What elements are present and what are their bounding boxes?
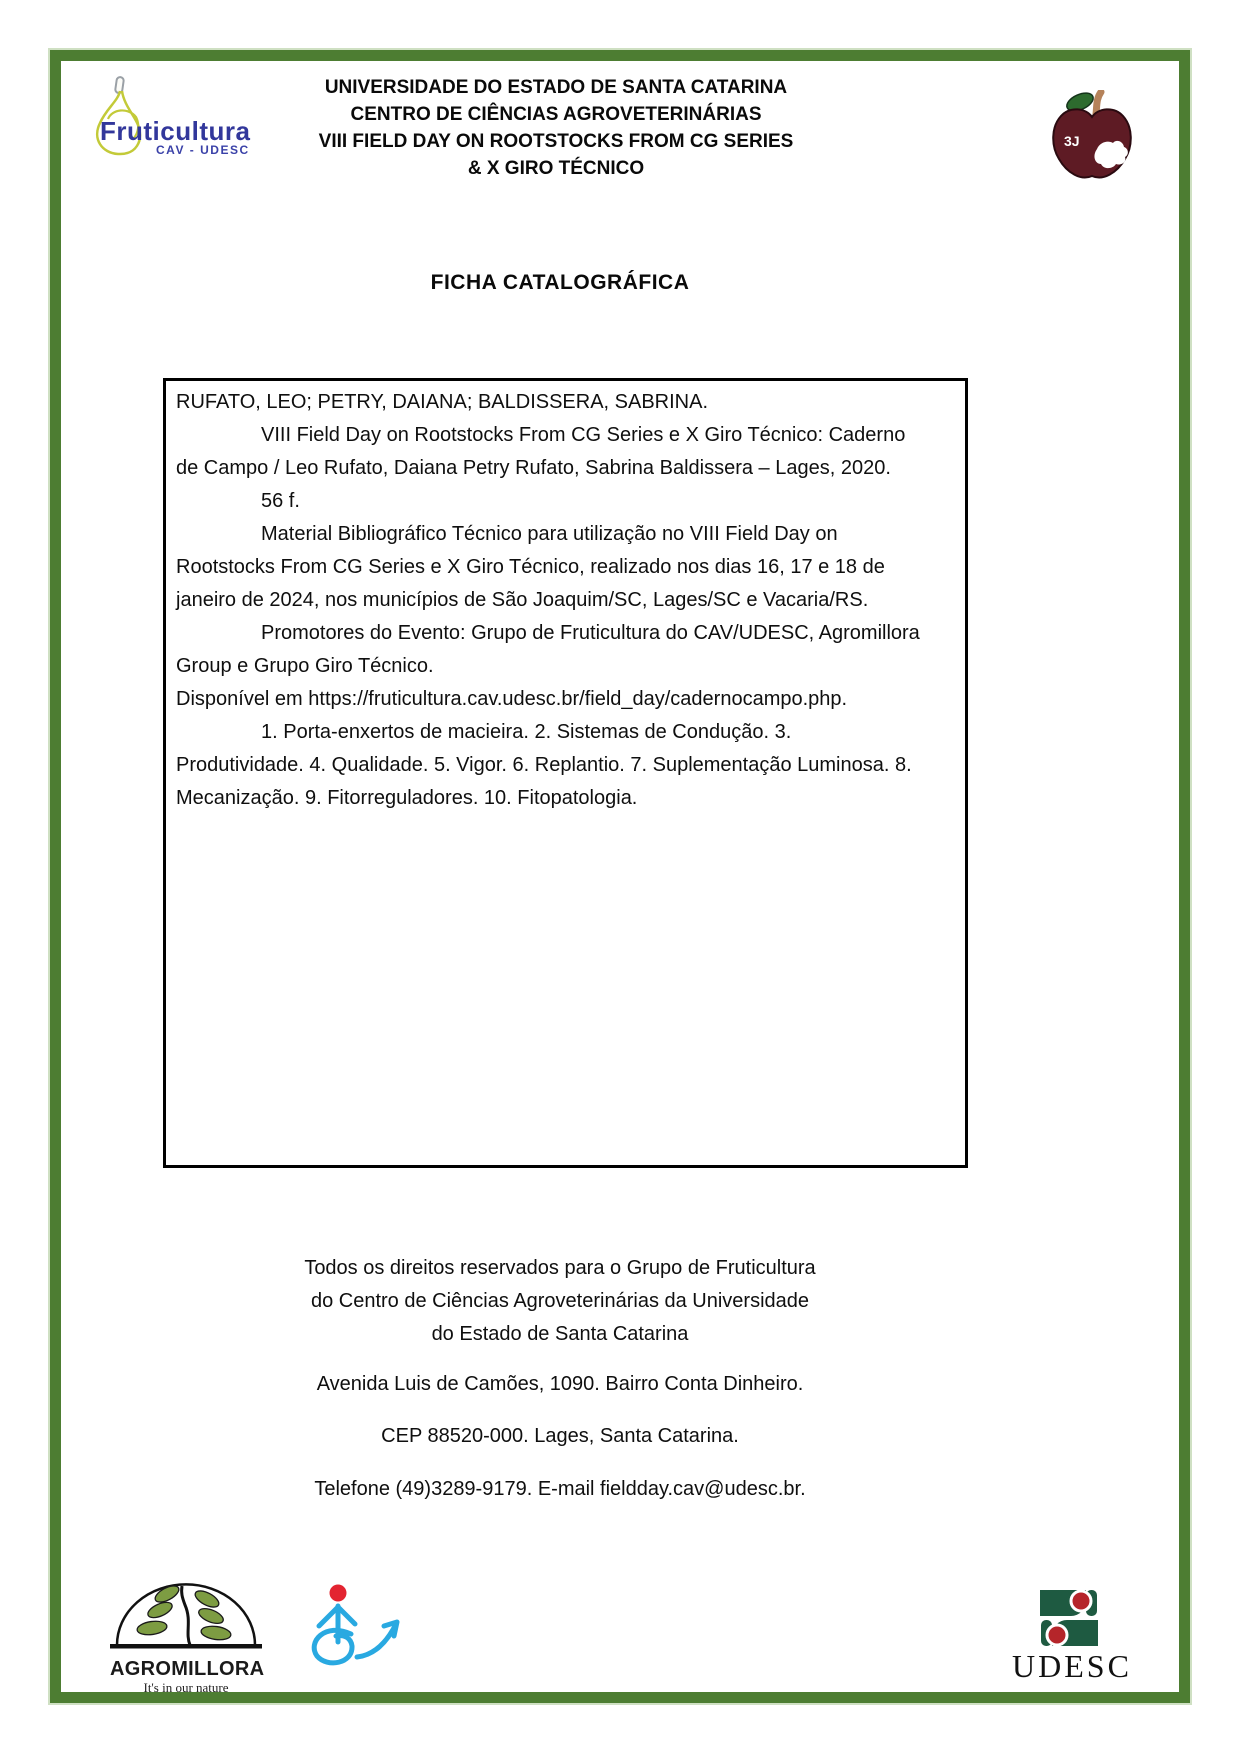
header-title-block xyxy=(240,74,872,182)
catalog-authors: RUFATO, LEO; PETRY, DAIANA; BALDISSERA, SABRINA. xyxy=(176,391,709,413)
catalog-note: Material Bibliográfico Técnico para utilização no VIII Field Day on Rootstocks From CG Series e X Giro Técnico, realizado nos dias 16, 17 e 18 de janeiro de 2024, nos municípios de São Joaquim/SC, Lages/SC e Vacaria/RS. xyxy=(176,523,885,611)
udesc-emblem-icon xyxy=(1040,1590,1098,1646)
apple-icon xyxy=(1050,90,1134,182)
rights-line-3: do Estado de Santa Catarina xyxy=(431,1323,689,1345)
apple-3j-label: 3J xyxy=(1064,133,1080,149)
header-line-1: UNIVERSIDADE DO ESTADO DE SANTA CATARINA xyxy=(324,77,788,98)
agromillora-tree-icon xyxy=(110,1583,262,1651)
rights-line-2: do Centro de Ciências Agroveterinárias da Universidade xyxy=(310,1290,810,1312)
header-line-2: CENTRO DE CIÊNCIAS AGROVETERINÁRIAS xyxy=(350,104,762,125)
catalog-extent: 56 f. xyxy=(261,490,300,512)
agromillora-tagline: It's in our nature xyxy=(143,1680,229,1695)
apple-3j-logo xyxy=(1050,90,1134,182)
catalog-subjects: 1. Porta-enxertos de macieira. 2. Sistemas de Condução. 3. Produtividade. 4. Qualidade. 5. Vigor. 6. Replantio. 7. Suplementação Luminosa. 8. Mecanização. 9. Fitorreguladores. 10. Fitopatologia. xyxy=(176,721,912,809)
postal-line: CEP 88520-000. Lages, Santa Catarina. xyxy=(381,1425,739,1447)
rights-statement xyxy=(165,1252,955,1351)
giro-tecnico-logo xyxy=(305,1582,410,1680)
catalog-promoters: Promotores do Evento: Grupo de Fruticultura do CAV/UDESC, Agromillora Group e Grupo Giro Técnico. xyxy=(176,622,920,677)
catalog-card xyxy=(163,378,968,1168)
agromillora-logo xyxy=(110,1583,265,1695)
giro-figure-icon xyxy=(305,1582,410,1680)
udesc-wordmark: UDESC xyxy=(1012,1648,1132,1684)
header-line-4: & X GIRO TÉCNICO xyxy=(467,158,645,179)
fruticultura-wordmark: Fruticultura xyxy=(100,116,251,146)
catalog-entry: VIII Field Day on Rootstocks From CG Series e X Giro Técnico: Caderno de Campo / Leo Rufato, Daiana Petry Rufato, Sabrina Baldissera – Lages, 2020. xyxy=(176,424,906,479)
contact-line: Telefone (49)3289-9179. E-mail fieldday.cav@udesc.br. xyxy=(314,1478,806,1500)
header-line-3: VIII FIELD DAY ON ROOTSTOCKS FROM CG SERIES xyxy=(318,131,794,152)
address-line: Avenida Luis de Camões, 1090. Bairro Conta Dinheiro. xyxy=(316,1373,804,1395)
catalog-availability: Disponível em https://fruticultura.cav.udesc.br/field_day/cadernocampo.php. xyxy=(176,688,848,710)
rights-line-1: Todos os direitos reservados para o Grupo de Fruticultura xyxy=(304,1257,816,1279)
page-title: FICHA CATALOGRÁFICA xyxy=(430,271,690,294)
agromillora-wordmark: AGROMILLORA xyxy=(110,1658,265,1680)
fruticultura-subtitle: CAV - UDESC xyxy=(156,143,250,157)
udesc-logo xyxy=(1012,1590,1132,1685)
